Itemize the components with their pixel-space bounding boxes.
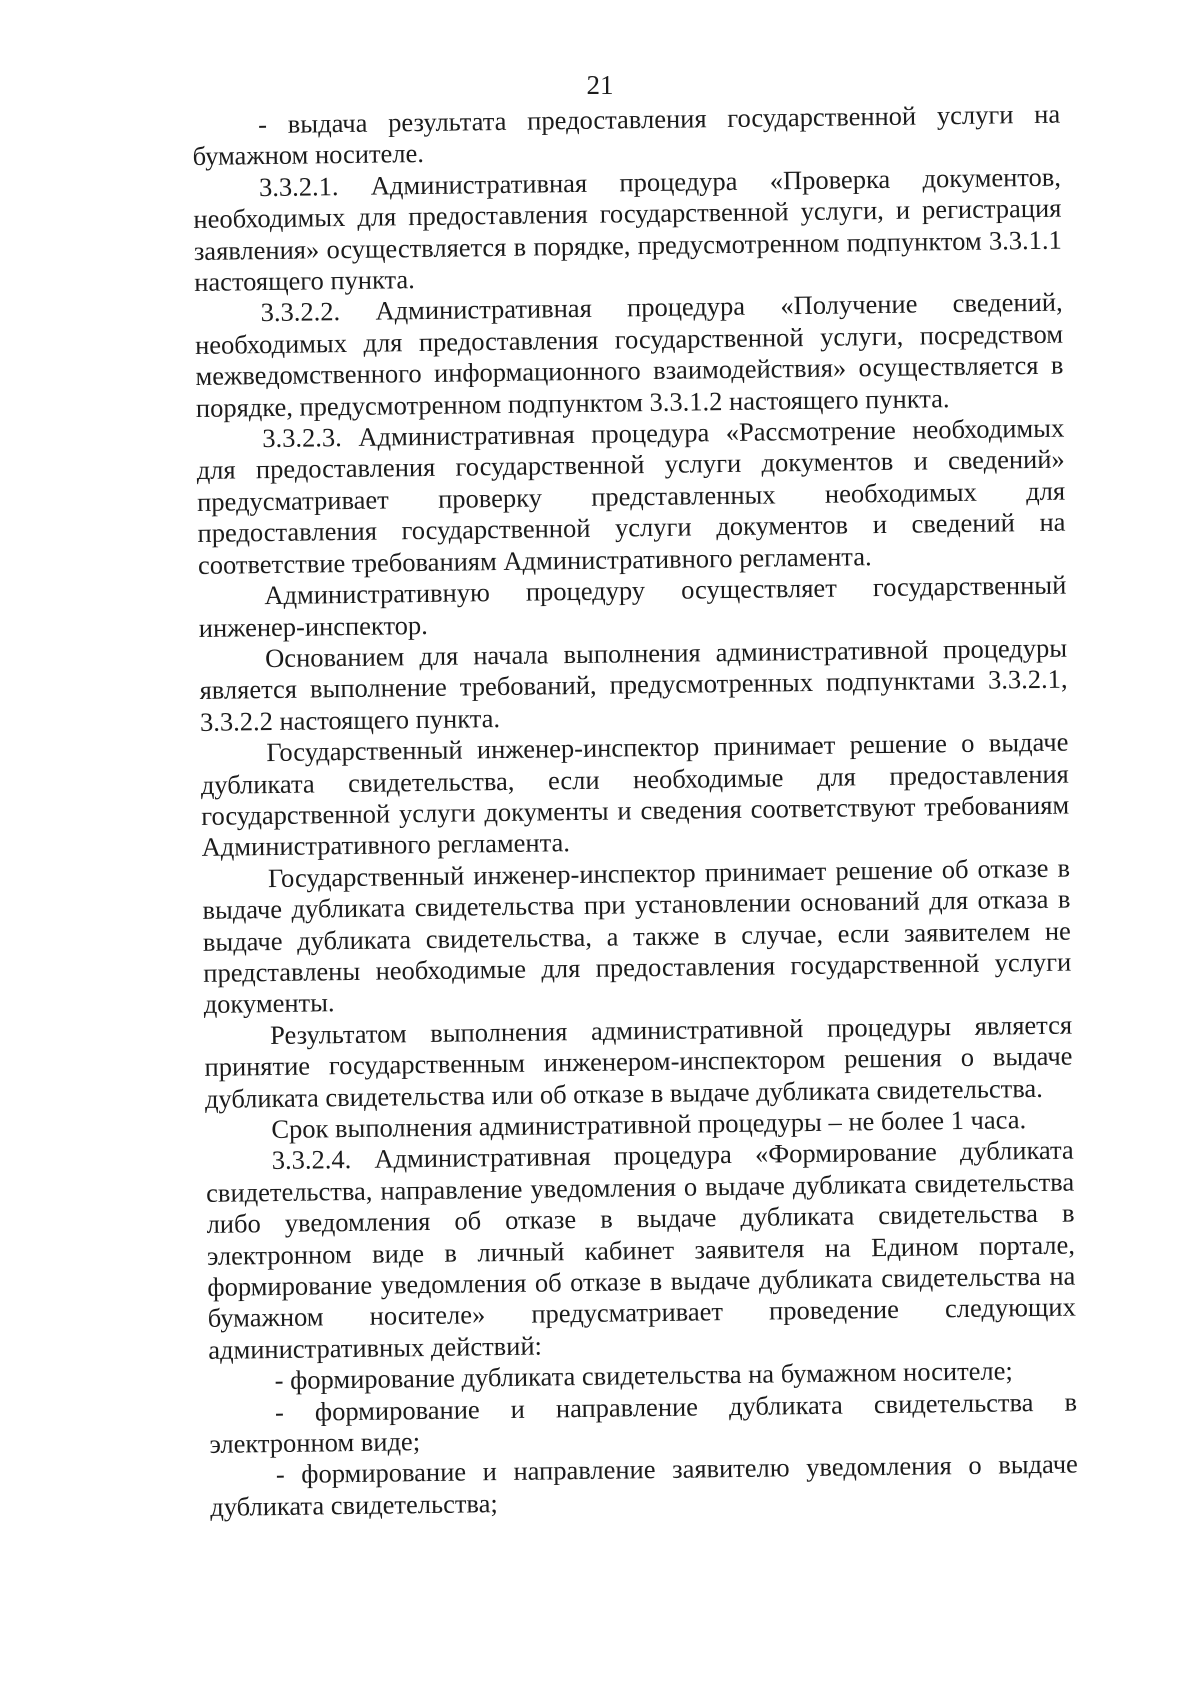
paragraph-procedure-deadline: Срок выполнения административной процедуры – не более 1 часа.	[271, 1104, 1027, 1145]
paragraph-3-3-2-4: 3.3.2.4. Административная процедура «Формирование дубликата свидетельства, направление уведомления о выдаче дубликата свидетельства либо уведомления об отказе в выдаче дубликата свидетельства в электронном виде в личный кабинет заявителя на Едином портале, формирование уведомления об отказе в выдаче дубликата свидетельства на бумажном носителе» предусматривает проведение следующих административных действий:	[205, 1134, 1076, 1365]
paragraph-issue-decision: Государственный инженер-инспектор принимает решение о выдаче дубликата свидетельства, если необходимые для предоставления государственной услуги документы и сведения соответствуют требованиям Административного регламента.	[200, 726, 1070, 863]
paragraph-3-3-2-2: 3.3.2.2. Административная процедура «Получение сведений, необходимых для предоставления государственной услуги, посредством межведомственного информационного взаимодействия» осуществляется в порядке, предусмотренном подпунктом 3.3.1.2 настоящего пункта.	[194, 287, 1064, 423]
list-item-issue-notification: - формирование и направление заявителю уведомления о выдаче дубликата свидетельства;	[210, 1448, 1078, 1522]
paragraph-3-3-2-1: 3.3.2.1. Административная процедура «Проверка документов, необходимых для предоставления государственной услуги, и регистрация заявления» осуществляется в порядке, предусмотренном подпунктом 3.3.1.1 настоящего пункта.	[193, 161, 1062, 298]
paragraph-procedure-result: Результатом выполнения административной процедуры является принятие государственным инженером-инспектором решения о выдаче дубликата свидетельства или об отказе в выдаче дубликата свидетельства.	[204, 1009, 1073, 1114]
paragraph-procedure-executor: Административную процедуру осуществляет государственный инженер-инспектор.	[198, 569, 1067, 643]
document-body	[192, 99, 1078, 1524]
list-item-paper-duplicate: - формирование дубликата свидетельства на бумажном носителе;	[274, 1355, 1013, 1396]
paragraph-3-3-2-3: 3.3.2.3. Административная процедура «Рассмотрение необходимых для предоставления государственной услуги документов и сведений» предусматривает проверку представленных необходимых для предоставления государственной услуги документов и сведений на соответствие требованиям Административного регламента.	[196, 412, 1066, 580]
list-item-electronic-duplicate: - формирование и направление дубликата свидетельства в электронном виде;	[209, 1386, 1078, 1459]
paragraph-result-paper: - выдача результата предоставления государственной услуги на бумажном носителе.	[192, 98, 1061, 172]
page-number: 21	[586, 70, 614, 100]
paragraph-refusal-decision: Государственный инженер-инспектор принимает решение об отказе в выдаче дубликата свидетельства при установлении оснований для отказа в выдаче дубликата свидетельства, а также в случае, если заявителем не представлены необходимые для предоставления государственной услуги документы.	[202, 852, 1072, 1020]
paragraph-procedure-basis: Основанием для начала выполнения административной процедуры является выполнение требований, предусмотренных подпунктами 3.3.2.1, 3.3.2.2 настоящего пункта.	[199, 632, 1068, 737]
